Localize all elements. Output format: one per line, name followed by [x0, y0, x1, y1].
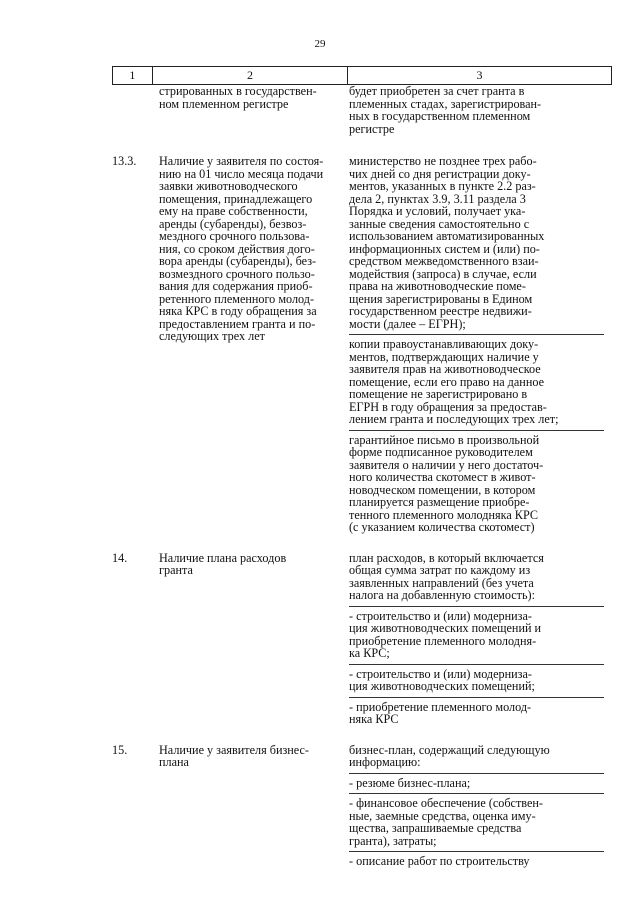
document-paragraph: будет приобретен за счет гранта в племенных стадах, зарегистрирован- ных в государственном племенном регистре — [349, 84, 542, 136]
document-paragraph: - приобретение племенного молод- няка КРС — [349, 697, 604, 726]
header-col-2: 2 — [153, 67, 348, 84]
row-criterion: Наличие у заявителя по состоя- нию на 01 число месяца подачи заявки животноводческого помещения, принадлежащего ему на праве собственности, аренды (субаренды), безвоз- мездного срочного пользова- ния, со сроком действия дого- вора аренды (субаренды), без- возмездного срочного пользо- вания для содержания приоб- ретенного племенного молод- няка КРС в году обращения за предоставлением гранта и по- следующих трех лет — [159, 154, 324, 343]
row-criterion: Наличие у заявителя бизнес- плана — [159, 742, 309, 769]
header-col-3: 3 — [476, 68, 483, 82]
document-paragraph: - описание работ по строительству — [349, 851, 604, 868]
row-criterion: стрированных в государствен- ном племенном регистре — [159, 84, 317, 111]
row-criterion: Наличие плана расходов гранта — [159, 550, 287, 577]
row-number: 13.3. — [112, 154, 137, 168]
document-paragraph: бизнес-план, содержащий следующую информацию: — [349, 742, 550, 769]
table-body — [112, 85, 612, 868]
page-number: 29 — [314, 38, 326, 50]
document-paragraph: - строительство и (или) модерниза- ция животноводческих помещений; — [349, 664, 604, 693]
document-paragraph: - резюме бизнес-плана; — [349, 773, 604, 790]
table-row — [112, 155, 612, 534]
table-header — [112, 66, 612, 85]
header-col-1: 1 — [113, 67, 153, 84]
row-documents — [348, 155, 612, 534]
row-documents — [348, 552, 612, 726]
document-paragraph: министерство не позднее трех рабо- чих дней со дня регистрации доку- ментов, указанных в пункте 2.2 раз- дела 2, пунктах 3.9, 3.11 раздела 3 Порядка и условий, получает ука- занные сведения самостоятельно с использованием автоматизированных информационных систем и (или) по- средством межведомственного взаи- модействия (запроса) в случае, если права на животноводческие поме- щения зарегистрированы в Едином государственном реестре недвижи- мости (далее – ЕГРН); — [349, 154, 545, 331]
table-row — [112, 552, 612, 726]
document-paragraph: план расходов, в который включается общая сумма затрат по каждому из заявленных направлений (без учета налога на добавленную стоимость): — [349, 550, 544, 602]
row-documents — [348, 744, 612, 868]
table-row — [112, 85, 612, 135]
row-number: 15. — [112, 742, 128, 757]
document-paragraph: - строительство и (или) модерниза- ция животноводческих помещений и приобретение племенного молодня- ка КРС; — [349, 606, 604, 660]
row-documents — [348, 85, 612, 135]
table-row — [112, 744, 612, 868]
row-number: 14. — [112, 550, 128, 565]
document-paragraph: - финансовое обеспечение (собствен- ные, заемные средства, оценка иму- щества, запрашиваемые средства гранта), затраты; — [349, 793, 604, 847]
criteria-table — [112, 66, 612, 868]
document-paragraph: гарантийное письмо в произвольной форме подписанное руководителем заявителя о наличии у него достаточ- ного количества скотомест в живот- новодческом помещении, в котором планируется размещение приобре- тенного племенного молодняка КРС (с указанием количества скотомест) — [349, 430, 604, 534]
document-paragraph: копии правоустанавливающих доку- ментов, подтверждающих наличие у заявителя прав на животноводческое помещение, если его право на данное помещение не зарегистрировано в ЕГРН в году обращения за предостав- лением гранта и последующих трех лет; — [349, 334, 604, 426]
